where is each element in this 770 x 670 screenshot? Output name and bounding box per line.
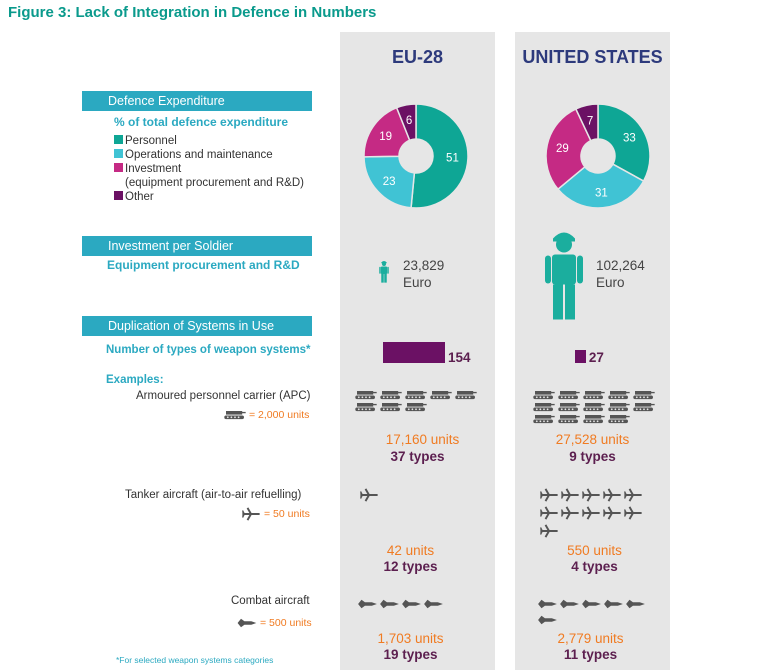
eu-tanker-units: 42 units	[386, 543, 435, 558]
apc-icon	[558, 403, 580, 412]
tanker-unit-legend	[241, 507, 310, 521]
apc-icon	[224, 411, 246, 420]
tanker-icon	[561, 506, 579, 520]
jet-icon	[560, 598, 579, 610]
us-apc-icons	[533, 391, 658, 424]
apc-icon	[533, 403, 555, 412]
expenditure-legend	[114, 134, 304, 204]
tanker-icon	[603, 506, 621, 520]
apc-icon	[430, 391, 452, 400]
us-investment-value	[596, 257, 645, 291]
eu-apc-icons	[355, 391, 480, 412]
apc-icon	[380, 403, 402, 412]
us-donut-chart	[545, 103, 651, 209]
us-tanker-types: 4 types	[571, 559, 618, 574]
eu-combat-units: 1,703 units	[377, 631, 444, 646]
eu-apc-types: 37 types	[390, 449, 445, 464]
us-donut-slice-label-4: 7	[586, 115, 594, 128]
investment-per-soldier-header: Investment per Soldier	[82, 236, 312, 256]
apc-unit-text: = 2,000 units	[249, 409, 310, 421]
examples-label: Examples:	[106, 374, 164, 386]
legend-swatch	[114, 163, 123, 172]
apc-icon	[633, 403, 655, 412]
apc-label: Armoured personnel carrier (APC)	[136, 390, 311, 402]
us-weapon-types-bar	[575, 350, 586, 363]
combat-unit-legend	[237, 617, 312, 629]
tanker-icon	[540, 488, 558, 502]
us-combat-units: 2,779 units	[557, 631, 624, 646]
us-donut-slice-label-1: 33	[623, 132, 636, 145]
us-donut-slice-label-2: 31	[595, 187, 608, 200]
tanker-icon	[624, 506, 642, 520]
defence-expenditure-header: Defence Expenditure	[82, 91, 312, 111]
us-donut-svg	[545, 103, 651, 209]
figure-title: Figure 3: Lack of Integration in Defence in Numbers	[8, 4, 377, 21]
legend-item-other: Other	[114, 190, 304, 204]
combat-label: Combat aircraft	[231, 595, 310, 607]
jet-icon	[582, 598, 601, 610]
eu-combat-icons	[358, 598, 478, 610]
tanker-icon	[561, 488, 579, 502]
apc-icon	[405, 391, 427, 400]
expenditure-subtitle: % of total defence expenditure	[114, 115, 289, 129]
apc-icon	[633, 391, 655, 400]
tanker-icon	[582, 506, 600, 520]
legend-swatch	[114, 135, 123, 144]
jet-icon	[380, 598, 399, 610]
legend-swatch	[114, 191, 123, 200]
apc-unit-legend	[224, 409, 309, 421]
eu-weapon-types-value: 154	[448, 350, 471, 365]
eu-column-header: EU-28	[391, 47, 444, 67]
jet-icon	[538, 614, 557, 626]
jet-icon	[237, 617, 257, 629]
tanker-icon	[540, 524, 558, 538]
us-soldier-icon	[544, 229, 584, 320]
duplication-header: Duplication of Systems in Use	[82, 316, 312, 336]
apc-icon	[405, 403, 427, 412]
tanker-icon	[540, 506, 558, 520]
us-apc-types: 9 types	[569, 449, 616, 464]
apc-icon	[533, 391, 555, 400]
eu-donut-slice-label-4: 6	[405, 115, 413, 128]
eu-apc-units: 17,160 units	[385, 432, 460, 447]
us-combat-icons	[538, 598, 658, 626]
tanker-unit-text: = 50 units	[264, 508, 310, 520]
eu-investment-value	[403, 257, 444, 291]
investment-subtitle: Equipment procurement and R&D	[107, 258, 300, 272]
apc-icon	[355, 391, 377, 400]
tanker-icon	[241, 507, 261, 521]
weapon-types-subtitle: Number of types of weapon systems*	[106, 344, 311, 356]
eu-tanker-icons	[360, 488, 480, 502]
us-tanker-icons	[540, 488, 650, 538]
eu-investment-unit: Euro	[403, 275, 432, 290]
eu-combat-types: 19 types	[383, 647, 438, 662]
us-donut-slice-label-3: 29	[555, 143, 569, 156]
jet-icon	[358, 598, 377, 610]
footnote: *For selected weapon systems categories	[116, 655, 274, 665]
apc-icon	[583, 391, 605, 400]
us-investment-unit: Euro	[596, 275, 625, 290]
legend-item-personnel: Personnel	[114, 134, 304, 148]
apc-icon	[608, 403, 630, 412]
apc-icon	[558, 415, 580, 424]
tanker-icon	[582, 488, 600, 502]
apc-icon	[583, 415, 605, 424]
apc-icon	[608, 391, 630, 400]
jet-icon	[402, 598, 421, 610]
us-investment-amount: 102,264	[596, 258, 645, 273]
legend-item-investment-note: (equipment procurement and R&D)	[125, 177, 304, 189]
apc-icon	[355, 403, 377, 412]
eu-soldier-icon	[379, 260, 389, 283]
tanker-label: Tanker aircraft (air-to-air refuelling)	[125, 489, 302, 501]
us-combat-types: 11 types	[563, 647, 618, 662]
eu-donut-slice-1	[411, 104, 468, 208]
eu-donut-chart	[363, 103, 469, 209]
eu-donut-slice-label-1: 51	[446, 152, 459, 165]
tanker-icon	[624, 488, 642, 502]
tanker-icon	[603, 488, 621, 502]
apc-icon	[608, 415, 630, 424]
legend-item-investment: Investment	[114, 162, 304, 176]
eu-tanker-types: 12 types	[383, 559, 438, 574]
eu-donut-slice-label-2: 23	[382, 175, 396, 188]
eu-weapon-types-bar	[383, 342, 445, 363]
tanker-icon	[360, 488, 378, 502]
apc-icon	[533, 415, 555, 424]
us-tanker-units: 550 units	[567, 543, 622, 558]
apc-icon	[455, 391, 477, 400]
apc-icon	[558, 391, 580, 400]
combat-unit-text: = 500 units	[260, 617, 312, 629]
jet-icon	[538, 598, 557, 610]
us-column-header: UNITED STATES	[522, 47, 663, 67]
eu-donut-svg	[363, 103, 469, 209]
eu-donut-slice-label-3: 19	[379, 130, 393, 143]
us-apc-units: 27,528 units	[555, 432, 630, 447]
legend-swatch	[114, 149, 123, 158]
jet-icon	[604, 598, 623, 610]
eu-investment-amount: 23,829	[403, 258, 445, 273]
apc-icon	[583, 403, 605, 412]
legend-item-operations: Operations and maintenance	[114, 148, 304, 162]
apc-icon	[380, 391, 402, 400]
us-weapon-types-value: 27	[588, 350, 604, 365]
jet-icon	[626, 598, 645, 610]
jet-icon	[424, 598, 443, 610]
